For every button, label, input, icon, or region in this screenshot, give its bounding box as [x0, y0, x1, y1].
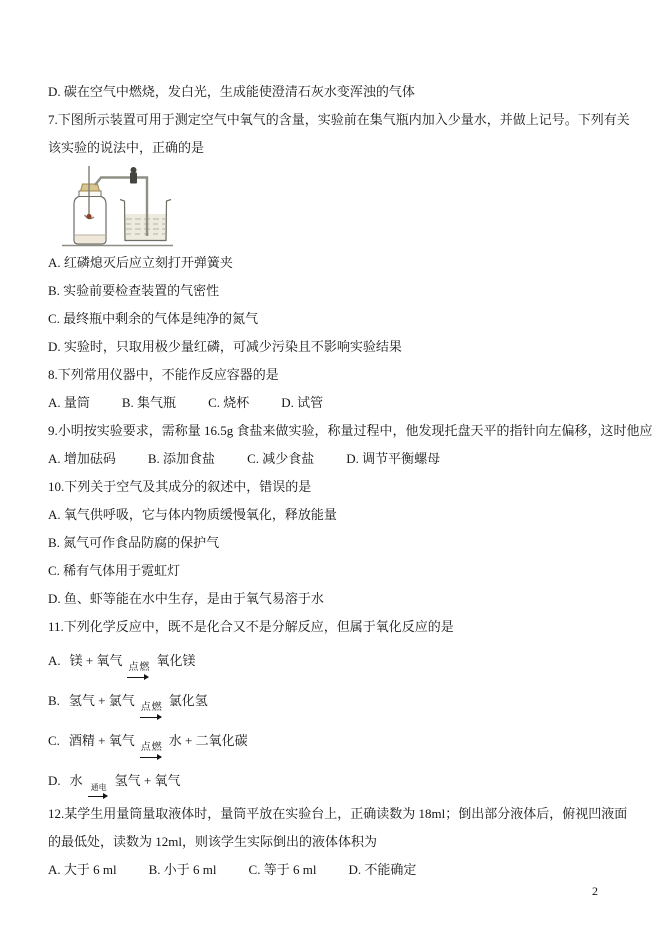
reaction-arrow-electrolysis — [88, 784, 110, 800]
reaction-arrow-ignite — [127, 663, 151, 681]
q12-options-row — [48, 856, 634, 884]
question-8-stem: 8.下列常用仪器中，不能作反应容器的是 — [48, 367, 279, 382]
question-10-stem: 10.下列关于空气及其成分的叙述中，错误的是 — [48, 479, 312, 494]
q10-option-b: B. 氮气可作食品防腐的保护气 — [48, 535, 220, 550]
q11-option-b-equation — [48, 687, 634, 721]
q8-option-d: D. 试管 — [281, 395, 324, 410]
reactants: 氢气 + 氯气 — [68, 693, 135, 708]
q10-option-c: C. 稀有气体用于霓虹灯 — [48, 563, 181, 578]
reactants: 酒精 + 氧气 — [68, 733, 135, 748]
q9-option-b: B. 添加食盐 — [147, 451, 216, 466]
reactants: 水 — [69, 773, 83, 788]
option-label: C. — [48, 733, 60, 748]
reaction-condition: 点燃 — [140, 702, 163, 713]
arrow-icon — [140, 754, 164, 761]
q12-option-b: B. 小于 6 ml — [148, 862, 217, 877]
products: 氢气 + 氧气 — [114, 773, 181, 788]
products: 水 + 二氧化碳 — [168, 733, 248, 748]
arrow-icon — [140, 714, 164, 721]
question-6-option-d: D. 碳在空气中燃烧，发白光，生成能使澄清石灰水变浑浊的气体 — [48, 84, 415, 99]
q7-option-b: B. 实验前要检查装置的气密性 — [48, 283, 220, 298]
arrow-icon — [127, 674, 151, 681]
question-9-stem: 9.小明按实验要求，需称量 16.5g 食盐来做实验，称量过程中，他发现托盘天平的指针向左偏移，这时他应 — [48, 423, 653, 438]
q8-option-c: C. 烧杯 — [208, 395, 250, 410]
q12-option-d: D. 不能确定 — [348, 862, 417, 877]
q7-option-c: C. 最终瓶中剩余的气体是纯净的氮气 — [48, 311, 259, 326]
q7-option-d: D. 实验时，只取用极少量红磷，可减少污染且不影响实验结果 — [48, 339, 402, 354]
reactants: 镁 + 氧气 — [69, 653, 123, 668]
q12-option-a: A. 大于 6 ml — [48, 862, 117, 877]
q9-options-row — [48, 445, 634, 473]
question-12-stem: 12.某学生用量筒量取液体时，量筒平放在实验台上，正确读数为 18ml；倒出部分液体后，俯视凹液面的最低处，读数为 12ml，则该学生实际倒出的液体体积为 — [48, 806, 628, 849]
reaction-condition: 通电 — [90, 783, 107, 792]
apparatus-diagram — [60, 164, 175, 249]
reaction-condition: 点燃 — [140, 742, 163, 753]
q11-option-a-equation — [48, 647, 634, 681]
q8-options-row — [48, 389, 634, 417]
q9-option-d: D. 调节平衡螺母 — [346, 451, 441, 466]
reaction-arrow-ignite — [140, 703, 164, 721]
products: 氯化氢 — [168, 693, 208, 708]
reaction-condition: 点燃 — [128, 662, 151, 673]
q10-option-a: A. 氧气供呼吸，它与体内物质缓慢氧化，释放能量 — [48, 507, 337, 522]
question-7-stem: 7.下图所示装置可用于测定空气中氧气的含量，实验前在集气瓶内加入少量水，并做上记号。下列有关该实验的说法中，正确的是 — [48, 112, 630, 155]
oxygen-measurement-apparatus-figure — [60, 164, 634, 249]
page-number: 2 — [592, 884, 598, 898]
option-label: D. — [48, 773, 61, 788]
exam-page-body — [48, 78, 653, 884]
q9-option-a: A. 增加砝码 — [48, 451, 116, 466]
q11-option-c-equation — [48, 727, 634, 761]
q8-option-b: B. 集气瓶 — [121, 395, 177, 410]
q11-option-d-equation — [48, 767, 634, 800]
q7-option-a: A. 红磷熄灭后应立刻打开弹簧夹 — [48, 255, 233, 270]
q12-option-c: C. 等于 6 ml — [248, 862, 317, 877]
question-11-stem: 11.下列化学反应中，既不是化合又不是分解反应，但属于氧化反应的是 — [48, 619, 454, 634]
reaction-arrow-ignite — [140, 743, 164, 761]
arrow-icon — [88, 793, 110, 800]
q10-option-d: D. 鱼、虾等能在水中生存，是由于氧气易溶于水 — [48, 591, 324, 606]
q8-option-a: A. 量筒 — [48, 395, 90, 410]
option-label: B. — [48, 693, 60, 708]
products: 氧化镁 — [156, 653, 196, 668]
q9-option-c: C. 减少食盐 — [247, 451, 315, 466]
option-label: A. — [48, 653, 61, 668]
